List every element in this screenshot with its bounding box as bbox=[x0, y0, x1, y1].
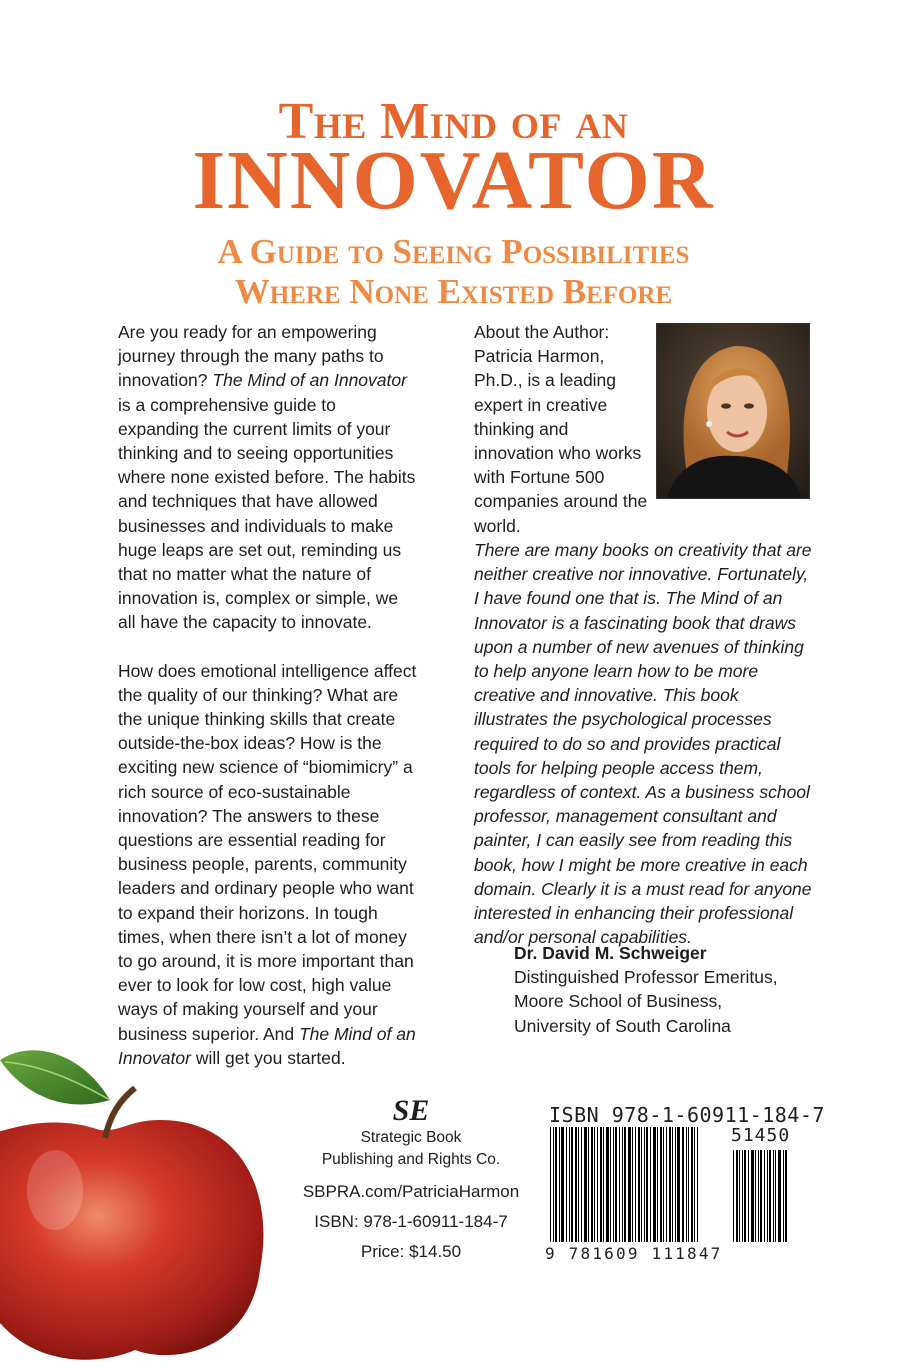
barcode-bar bbox=[697, 1127, 698, 1242]
barcode-bar bbox=[744, 1150, 746, 1242]
barcode-bar bbox=[760, 1150, 762, 1242]
barcode-bar bbox=[657, 1127, 658, 1242]
barcode-bar bbox=[764, 1150, 765, 1242]
barcode-bar bbox=[619, 1127, 620, 1242]
barcode-bar bbox=[646, 1127, 648, 1242]
barcode-bar bbox=[773, 1150, 774, 1242]
testimonial-signature bbox=[514, 941, 814, 1038]
subtitle-line2: Where None Existed Before bbox=[234, 272, 673, 311]
barcode-bar bbox=[663, 1127, 664, 1242]
barcode-bar bbox=[644, 1127, 645, 1242]
barcode-bar bbox=[755, 1150, 756, 1242]
book-title-line2: INNOVATOR bbox=[192, 134, 715, 227]
barcode-bar bbox=[555, 1127, 557, 1242]
barcode-addon-number: 51450 bbox=[731, 1125, 791, 1146]
barcode-bar bbox=[584, 1127, 587, 1242]
testimonial-school: Moore School of Business, bbox=[514, 991, 723, 1012]
barcode-bar bbox=[615, 1127, 617, 1242]
barcode-bar bbox=[682, 1127, 684, 1242]
description-text: will get you started. bbox=[190, 1047, 346, 1068]
barcode-number: 9 781609 111847 bbox=[545, 1244, 723, 1263]
publisher-logo: SE bbox=[392, 1094, 430, 1127]
book-price: Price: $14.50 bbox=[360, 1242, 462, 1261]
barcode-bar bbox=[569, 1127, 570, 1242]
barcode-bar bbox=[635, 1127, 636, 1242]
testimonial-title: Distinguished Professor Emeritus, bbox=[514, 967, 778, 988]
barcode-bar bbox=[597, 1127, 598, 1242]
barcode-bar bbox=[650, 1127, 651, 1242]
barcode-bar bbox=[733, 1150, 734, 1242]
barcode-bar bbox=[566, 1127, 567, 1242]
book-title-line1: The Mind of an bbox=[278, 93, 629, 150]
testimonial-quote: There are many books on creativity that are neither creative nor innovative. Fortunately, I have found one that is. The Mind of an Innovator is a fascinating book that draws upon a number of new avenues of thinking to help anyone learn how to be more creative and innovative. This book illustrates the psychological processes required to do so and provides practical tools for helping people access them, regardless of context. As a business school professor, management consultant and painter, I can easily see from reading this book, how I might be more creative in each domain. Clearly it is a must read for anyone interested in enhancing their professional and/or personal capabilities. bbox=[474, 540, 812, 948]
barcode-bar bbox=[606, 1127, 609, 1242]
barcode-bar bbox=[588, 1127, 589, 1242]
barcode-bar bbox=[581, 1127, 582, 1242]
barcode-bar bbox=[691, 1127, 693, 1242]
barcode-bar bbox=[688, 1127, 689, 1242]
barcode-bar bbox=[603, 1127, 604, 1242]
barcode-bar bbox=[660, 1127, 662, 1242]
author-photo bbox=[656, 323, 810, 499]
barcode-bar bbox=[739, 1150, 740, 1242]
barcode-bar bbox=[775, 1150, 776, 1242]
barcode-bar bbox=[638, 1127, 640, 1242]
testimonial-name: Dr. David M. Schweiger bbox=[514, 943, 707, 963]
testimonial-university: University of South Carolina bbox=[514, 1015, 731, 1036]
description-book-title: The Mind of an Innovator bbox=[212, 370, 407, 391]
barcode-bar bbox=[594, 1127, 595, 1242]
about-author bbox=[474, 320, 652, 538]
barcode-addon bbox=[733, 1150, 811, 1242]
barcode-bar bbox=[694, 1127, 695, 1242]
description-text: is a comprehensive guide to expanding the current limits of your thinking and to seeing opportunities where none existed before. The habits and techniques that have allowed businesses and individuals to make huge leaps are set out, reminding us that no matter what the nature of innovation is, complex or simple, we all have the capacity to innovate. bbox=[118, 394, 416, 633]
subtitle-line1: A Guide to Seeing Possibilities bbox=[217, 232, 690, 271]
barcode-bar bbox=[575, 1127, 577, 1242]
description-text: How does emotional intelligence affect the quality of our thinking? What are the unique thinking skills that create outside-the-box ideas? How is the exciting new science of “biomimicry” a rich source of eco-sustainable innovation? The answers to these questions are essential reading for business people, parents, community leaders and ordinary people who want to expand their horizons. In tough times, when there isn’t a lot of money to go around, it is more important than ever to look for low cost, high value ways of making yourself and your business superior. And bbox=[118, 660, 417, 1044]
barcode-bar bbox=[641, 1127, 642, 1242]
barcode-bar bbox=[672, 1127, 673, 1242]
barcode-bar bbox=[669, 1127, 671, 1242]
book-description bbox=[118, 320, 418, 1094]
barcode-bar bbox=[783, 1150, 784, 1242]
description-paragraph-2 bbox=[118, 659, 418, 1070]
barcode-bar bbox=[748, 1150, 749, 1242]
author-heading: About the Author: bbox=[474, 322, 610, 342]
barcode-bar bbox=[769, 1150, 771, 1242]
barcode-bar bbox=[622, 1127, 623, 1242]
description-book-title: The Mind of an Innovator bbox=[118, 1023, 416, 1068]
barcode-bar bbox=[751, 1150, 754, 1242]
barcode-isbn-label: ISBN 978-1-60911-184-7 bbox=[549, 1103, 825, 1127]
barcode-bar bbox=[675, 1127, 676, 1242]
publisher-info bbox=[296, 1095, 526, 1267]
publisher-name-line1: Strategic Book bbox=[360, 1129, 462, 1146]
barcode-bar bbox=[628, 1127, 631, 1242]
publisher-url: SBPRA.com/PatriciaHarmon bbox=[302, 1182, 520, 1201]
barcode-bar bbox=[600, 1127, 602, 1242]
barcode-bar bbox=[677, 1127, 680, 1242]
barcode-bar bbox=[613, 1127, 614, 1242]
barcode-bar bbox=[666, 1127, 667, 1242]
barcode-bar bbox=[553, 1127, 554, 1242]
author-bio: Patricia Harmon, Ph.D., is a leading expert in creative thinking and innovation who works with Fortune 500 companies around the world. bbox=[474, 346, 648, 536]
barcode-bar bbox=[624, 1127, 626, 1242]
barcode-main bbox=[550, 1127, 728, 1242]
publisher-name-line2: Publishing and Rights Co. bbox=[321, 1151, 501, 1168]
barcode-bar bbox=[742, 1150, 743, 1242]
barcode-bar bbox=[785, 1150, 787, 1242]
barcode-bar bbox=[632, 1127, 633, 1242]
barcode-bar bbox=[610, 1127, 611, 1242]
description-paragraph-1 bbox=[118, 320, 418, 635]
publisher-isbn: ISBN: 978-1-60911-184-7 bbox=[314, 1212, 508, 1231]
barcode-bar bbox=[778, 1150, 781, 1242]
barcode-bar bbox=[736, 1150, 738, 1242]
barcode-bar bbox=[686, 1127, 687, 1242]
barcode-bar bbox=[559, 1127, 560, 1242]
barcode-bar bbox=[653, 1127, 656, 1242]
barcode-bar bbox=[571, 1127, 573, 1242]
barcode-bar bbox=[767, 1150, 768, 1242]
barcode-bar bbox=[758, 1150, 759, 1242]
description-text: Are you ready for an empowering journey through the many paths to innovation? bbox=[118, 322, 384, 391]
barcode-bar bbox=[591, 1127, 593, 1242]
barcode-bar bbox=[578, 1127, 579, 1242]
barcode-bar bbox=[561, 1127, 564, 1242]
apple-illustration bbox=[0, 1020, 300, 1370]
barcode-bar bbox=[550, 1127, 551, 1242]
